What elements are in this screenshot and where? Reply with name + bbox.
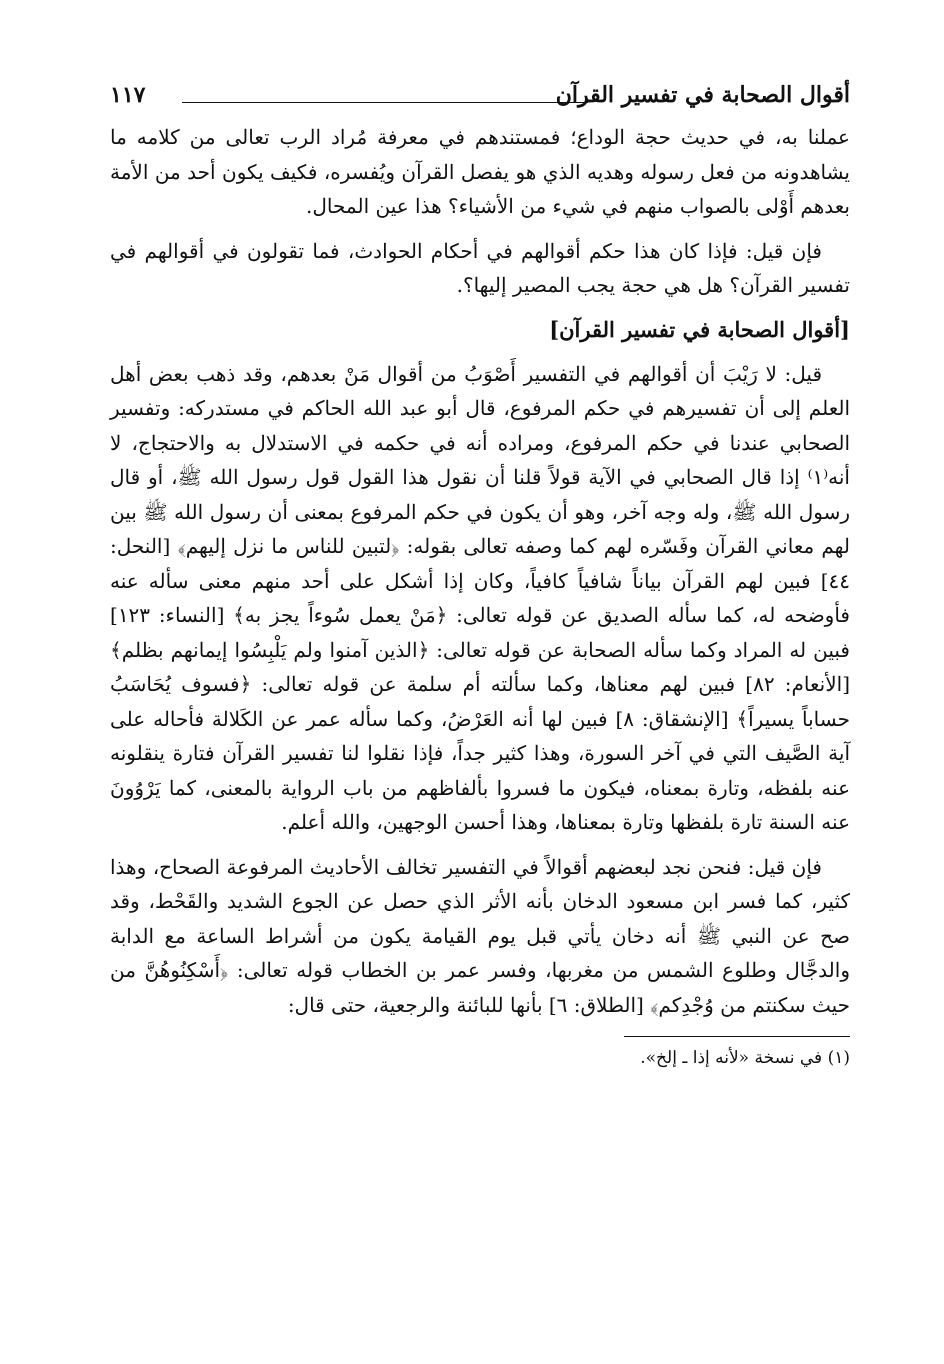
- paragraph-1: عملنا به، في حديث حجة الوداع؛ فمستندهم في معرفة مُراد الرب تعالى من كلامه ما يشاهدونه من فعل رسوله وهديه الذي هو يفصل القرآن ويُفسره، فكيف يكون أحد من الأمة بعدهم أَوْلى بالصواب منهم في شيء من الأشياء؟ هذا عين المحال.: [110, 125, 850, 218]
- footnote: (١) في نسخة «لأنه إذا ـ إلخ».: [640, 1048, 850, 1068]
- paragraph-4: فإن قيل: فنحن نجد لبعضهم أقوالاً في التفسير تخالف الأحاديث المرفوعة الصحاح، وهذا كثير، كما فسر ابن مسعود الدخان بأنه الأثر الذي حصل عن الجوع الشديد والقَحْط، وقد صح عن النبي ﷺ أنه دخان يأتي قبل يوم القيامة يكون من أشراط الساعة مع الدابة والدجَّال وطلوع الشمس من مغربها، وفسر عمر بن الخطاب قوله تعالى: ﴿أَسْكِنُوهُنَّ من حيث سكنتم من وُجْدِكم﴾ [الطلاق: ٦] بأنها للبائنة والرجعية، حتى قال:: [110, 854, 851, 1017]
- paragraph-3: قيل: لا رَيْبَ أن أقوالهم في التفسير أَصْوَبُ من أقوال مَنْ بعدهم، وقد ذهب بعض أهل العلم إلى أن تفسيرهم في حكم المرفوع، قال أبو عبد الله الحاكم في مستدركه: وتفسير الصحابي عندنا في حكم المرفوع، ومراده أنه في حكمه في الاستدلال به والاحتجاج، لا أنه⁽١⁾ إذا قال الصحابي في الآية قولاً قلنا أن نقول هذا القول قول رسول الله ﷺ، أو قال رسول الله ﷺ، وله وجه آخر، وهو أن يكون في حكم المرفوع بمعنى أن رسول الله ﷺ بين لهم معاني القرآن وفَسّره لهم كما وصفه تعالى بقوله: ﴿لتبين للناس ما نزل إليهم﴾ [النحل: ٤٤] فبين لهم القرآن بياناً شافياً كافياً، وكان إذا أشكل على أحد منهم معنى سأله عنه فأوضحه له، كما سأله الصديق عن قوله تعالى: ﴿مَنْ يعمل سُوءاً يجز به﴾ [النساء: ١٢٣] فبين له المراد وكما سأله الصحابة عن قوله تعالى: ﴿الذين آمنوا ولم يَلْبِسُوا إيمانهم بظلم﴾ [الأنعام: ٨٢] فبين لهم معناها، وكما سألته أم سلمة عن قوله تعالى: ﴿فسوف يُحَاسَبُ حساباً يسيراً﴾ [الإنشقاق: ٨] فبين لها أنه العَرْضُ، وكما سأله عمر عن الكَلالة فأحاله على آية الصَّيف التي في آخر السورة، وهذا كثير جداً، فإذا نقلوا لنا تفسير القرآن فتارة ينقلونه عنه بلفظه، وتارة بمعناه، فيكون ما فسروا بألفاظهم من باب الرواية بالمعنى، كما يَرْوُونَ عنه السنة تارة بلفظها وتارة بمعناها، وهذا أحسن الوجهين، والله أعلم.: [110, 361, 851, 834]
- footnote-rule: [624, 1036, 850, 1037]
- book-page: [110, 76, 850, 1071]
- running-title: أقوال الصحابة في تفسير القرآن: [555, 82, 850, 108]
- header-rule: [182, 102, 588, 103]
- paragraph-2: فإن قيل: فإذا كان هذا حكم أقوالهم في أحكام الحوادث، فما تقولون في أقوالهم في تفسير القرآن؟ هل هي حجة يجب المصير إليها؟.: [110, 238, 850, 297]
- page-header: [110, 76, 850, 120]
- page-number: ١١٧: [110, 82, 146, 108]
- section-heading: [أقوال الصحابة في تفسير القرآن]: [549, 316, 850, 342]
